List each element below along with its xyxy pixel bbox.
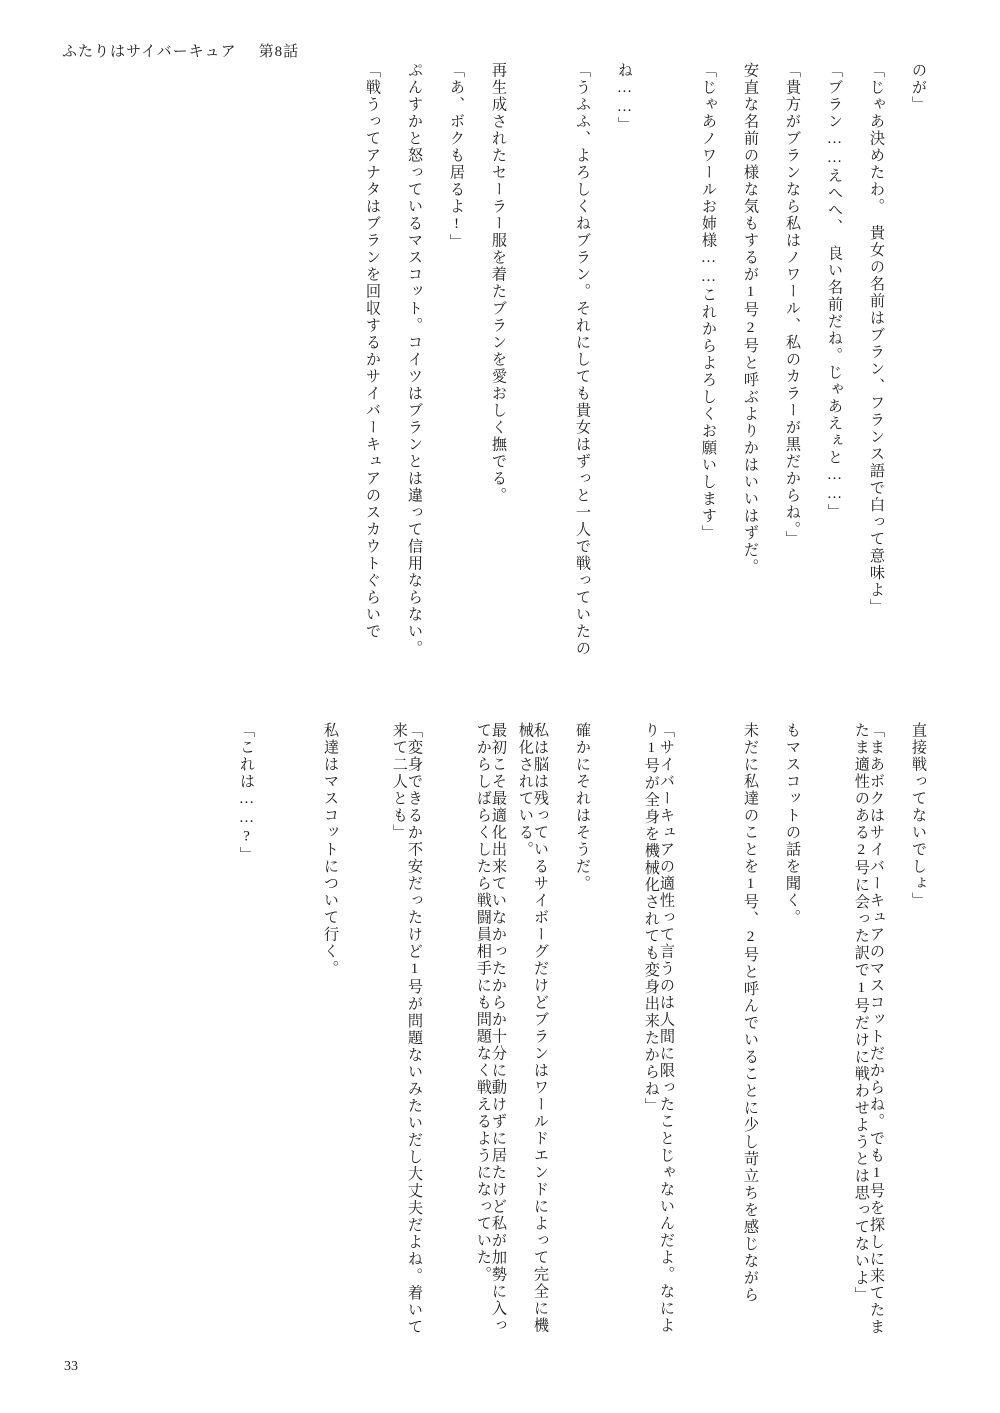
text-column: 確かにそれはそうだ。: [574, 722, 591, 892]
text-column: 「うふふ、よろしくねブラン。それにしても貴女はずっと一人で戦っていたの: [574, 62, 591, 657]
text-column: 「あ、ボクも居るよ!」: [448, 62, 465, 251]
vertical-text-body: [46, 62, 954, 1347]
text-column: 「貴方がブランなら私はノワール、私のカラーが黒だからね。」: [784, 62, 801, 548]
text-column: 「まあボクはサイバーキュアのマスコットだからね。でも1号を探しに来てたまたま適性のある2号に会った訳で1号だけに戦わせようとは思ってないよ」: [852, 722, 885, 1336]
text-column: もマスコットの話を聞く。: [784, 722, 801, 926]
text-column: 未だに私達のことを1号、2号と呼んでいることに少し苛立ちを感じながら: [742, 722, 759, 1304]
text-column: ぷんすかと怒っているマスコット。コイツはブランとは違って信用ならない。: [406, 62, 423, 657]
page-number: 33: [64, 1359, 78, 1374]
text-column: 私達はマスコットについて行く。: [322, 722, 339, 977]
text-column: 「ブラン……えへへ、 良い名前だね。じゃあえぇと……」: [826, 62, 843, 521]
text-column: 直接戦ってないでしょ」: [910, 722, 927, 909]
page-header: [62, 40, 299, 61]
text-column: 「戦うってアナタはブランを回収するかサイバーキュアのスカウトぐらいで: [364, 62, 381, 640]
text-column: 「変身できるか不安だったけど1号が問題ないみたいだし大丈夫だよね。着いて来て二人とも」: [390, 722, 423, 1336]
text-column: のが」: [910, 62, 927, 113]
text-column: 「サイバーキュアの適性って言うのは人間に限ったことじゃないんだよ。なにより1号が全身を機械化されても変身出来たからね」: [642, 722, 675, 1334]
text-column: 「じゃあノワールお姉様……これからよろしくお願いします」: [700, 62, 717, 542]
text-column: 安直な名前の様な気もするが1号2号と呼ぶよりかはいいはずだ。: [742, 62, 759, 576]
header-title: ふたりはサイバーキュア: [62, 44, 237, 60]
text-column: 私は脳は残っているサイボーグだけどブランはワールドエンドによって完全に機械化されている。: [516, 722, 549, 1334]
text-column: 「じゃあ決めたわ。 貴女の名前はブラン、フランス語で白って意味よ」: [868, 62, 885, 616]
text-column: 最初こそ最適化出来ていなかったからか十分に動けずに居たけど私が加勢に入ってからしばらくしたら戦闘員相手にも問題なく戦えるようになっていた。: [474, 722, 507, 1334]
text-column: 「これは……?」: [238, 722, 255, 864]
header-chapter: 第8話: [258, 44, 300, 60]
text-column: ね……」: [616, 62, 633, 134]
text-column: 再生成されたセーラー服を着たブランを愛おしく撫でる。: [490, 62, 507, 504]
